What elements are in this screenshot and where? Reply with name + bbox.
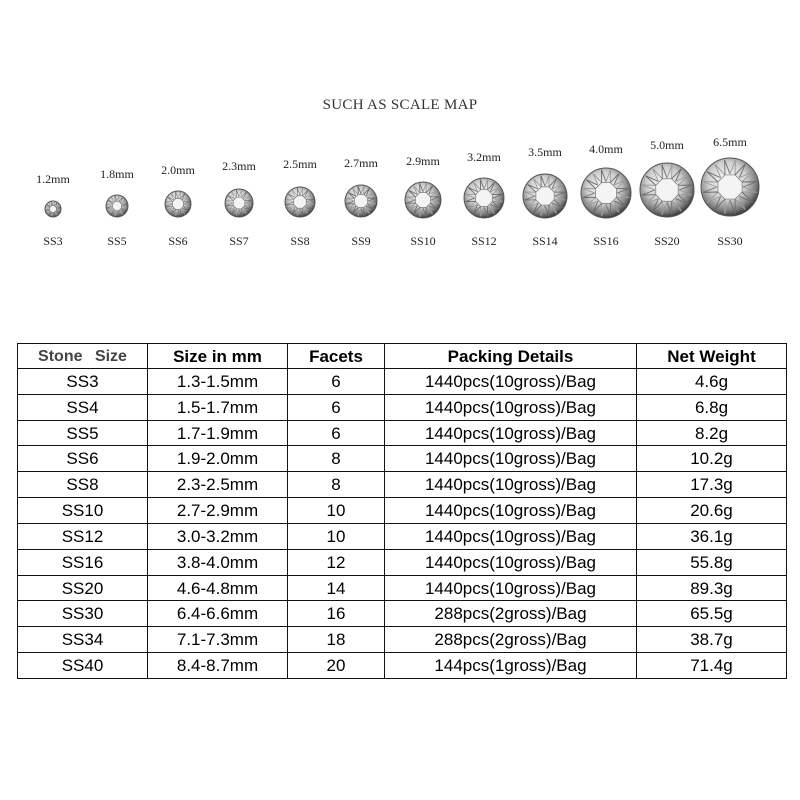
- rhinestone-icon: [224, 188, 254, 218]
- cell-net-weight: 17.3g: [637, 472, 787, 498]
- rhinestone-icon: [639, 162, 695, 218]
- stone-diameter-label: 3.5mm: [528, 145, 562, 159]
- header-stone-size: Stone Size: [18, 344, 148, 369]
- cell-net-weight: 6.8g: [637, 394, 787, 420]
- cell-net-weight: 55.8g: [637, 549, 787, 575]
- cell-packing-details: 288pcs(2gross)/Bag: [385, 627, 637, 653]
- cell-stone-size: SS8: [18, 472, 148, 498]
- cell-packing-details: 1440pcs(10gross)/Bag: [385, 498, 637, 524]
- cell-packing-details: 1440pcs(10gross)/Bag: [385, 472, 637, 498]
- cell-net-weight: 38.7g: [637, 627, 787, 653]
- table-header-row: [18, 344, 787, 369]
- cell-size-in-mm: 4.6-4.8mm: [148, 575, 288, 601]
- cell-packing-details: 1440pcs(10gross)/Bag: [385, 549, 637, 575]
- cell-packing-details: 288pcs(2gross)/Bag: [385, 601, 637, 627]
- cell-stone-size: SS40: [18, 653, 148, 679]
- table-row: [18, 369, 787, 395]
- stone-image: [284, 186, 316, 223]
- table-row: [18, 549, 787, 575]
- cell-facets: 18: [288, 627, 385, 653]
- cell-size-in-mm: 1.5-1.7mm: [148, 394, 288, 420]
- cell-size-in-mm: 2.3-2.5mm: [148, 472, 288, 498]
- cell-facets: 8: [288, 472, 385, 498]
- rhinestone-icon: [404, 181, 442, 219]
- table-row: [18, 523, 787, 549]
- stone-image: [105, 194, 129, 223]
- cell-size-in-mm: 7.1-7.3mm: [148, 627, 288, 653]
- stone-size-code: SS6: [168, 234, 188, 248]
- stone-size-code: SS3: [43, 234, 63, 248]
- cell-stone-size: SS16: [18, 549, 148, 575]
- table-row: [18, 394, 787, 420]
- rhinestone-icon: [344, 184, 378, 218]
- cell-size-in-mm: 3.8-4.0mm: [148, 549, 288, 575]
- cell-facets: 8: [288, 446, 385, 472]
- cell-size-in-mm: 3.0-3.2mm: [148, 523, 288, 549]
- stone-image: [700, 157, 760, 222]
- cell-stone-size: SS12: [18, 523, 148, 549]
- rhinestone-icon: [463, 177, 505, 219]
- table-row: [18, 498, 787, 524]
- header-net-weight: Net Weight: [637, 344, 787, 369]
- stone-size-code: SS9: [351, 234, 371, 248]
- cell-stone-size: SS6: [18, 446, 148, 472]
- cell-facets: 10: [288, 523, 385, 549]
- cell-stone-size: SS3: [18, 369, 148, 395]
- cell-stone-size: SS34: [18, 627, 148, 653]
- cell-facets: 16: [288, 601, 385, 627]
- stone-diameter-label: 2.3mm: [222, 159, 256, 173]
- stone-diameter-label: 1.2mm: [36, 172, 70, 186]
- cell-net-weight: 71.4g: [637, 653, 787, 679]
- rhinestone-icon: [164, 190, 192, 218]
- scale-map-title: SUCH AS SCALE MAP: [322, 97, 478, 113]
- rhinestone-icon: [44, 200, 62, 218]
- table-row: [18, 627, 787, 653]
- cell-packing-details: 1440pcs(10gross)/Bag: [385, 369, 637, 395]
- cell-facets: 6: [288, 394, 385, 420]
- stone-size-code: SS7: [229, 234, 249, 248]
- cell-facets: 12: [288, 549, 385, 575]
- cell-size-in-mm: 1.3-1.5mm: [148, 369, 288, 395]
- cell-facets: 10: [288, 498, 385, 524]
- cell-packing-details: 1440pcs(10gross)/Bag: [385, 446, 637, 472]
- cell-net-weight: 65.5g: [637, 601, 787, 627]
- cell-net-weight: 89.3g: [637, 575, 787, 601]
- stone-image: [224, 188, 254, 223]
- stone-image: [164, 190, 192, 223]
- rhinestone-icon: [580, 167, 632, 219]
- cell-stone-size: SS30: [18, 601, 148, 627]
- stone-size-code: SS12: [471, 234, 497, 248]
- cell-net-weight: 4.6g: [637, 369, 787, 395]
- cell-packing-details: 1440pcs(10gross)/Bag: [385, 523, 637, 549]
- header-facets: Facets: [288, 344, 385, 369]
- specs-table: [17, 343, 787, 679]
- stone-diameter-label: 6.5mm: [713, 135, 747, 149]
- cell-facets: 14: [288, 575, 385, 601]
- rhinestone-icon: [284, 186, 316, 218]
- cell-stone-size: SS10: [18, 498, 148, 524]
- rhinestone-icon: [522, 173, 568, 219]
- stone-image: [344, 184, 378, 223]
- cell-facets: 6: [288, 369, 385, 395]
- cell-size-in-mm: 6.4-6.6mm: [148, 601, 288, 627]
- header-size-in-mm: Size in mm: [148, 344, 288, 369]
- stone-diameter-label: 5.0mm: [650, 138, 684, 152]
- stone-image: [580, 167, 632, 224]
- stone-diameter-label: 3.2mm: [467, 150, 501, 164]
- cell-size-in-mm: 8.4-8.7mm: [148, 653, 288, 679]
- table-body: [18, 369, 787, 679]
- table-row: [18, 420, 787, 446]
- cell-net-weight: 10.2g: [637, 446, 787, 472]
- cell-packing-details: 1440pcs(10gross)/Bag: [385, 394, 637, 420]
- cell-stone-size: SS20: [18, 575, 148, 601]
- stone-diameter-label: 2.5mm: [283, 157, 317, 171]
- stone-image: [44, 200, 62, 223]
- cell-net-weight: 20.6g: [637, 498, 787, 524]
- table-row: [18, 472, 787, 498]
- cell-facets: 20: [288, 653, 385, 679]
- cell-size-in-mm: 2.7-2.9mm: [148, 498, 288, 524]
- stone-image: [522, 173, 568, 224]
- stone-size-code: SS20: [654, 234, 680, 248]
- stone-image: [463, 177, 505, 224]
- stone-diameter-label: 2.9mm: [406, 154, 440, 168]
- stone-size-code: SS10: [410, 234, 436, 248]
- stone-image: [404, 181, 442, 224]
- stone-size-code: SS30: [717, 234, 743, 248]
- cell-stone-size: SS4: [18, 394, 148, 420]
- stone-diameter-label: 1.8mm: [100, 167, 134, 181]
- cell-packing-details: 1440pcs(10gross)/Bag: [385, 420, 637, 446]
- table-row: [18, 653, 787, 679]
- table-row: [18, 601, 787, 627]
- table-row: [18, 575, 787, 601]
- cell-packing-details: 1440pcs(10gross)/Bag: [385, 575, 637, 601]
- stone-diameter-label: 2.0mm: [161, 163, 195, 177]
- stone-size-code: SS14: [532, 234, 558, 248]
- stone-diameter-label: 4.0mm: [589, 142, 623, 156]
- stone-size-code: SS16: [593, 234, 619, 248]
- cell-net-weight: 36.1g: [637, 523, 787, 549]
- cell-stone-size: SS5: [18, 420, 148, 446]
- stone-size-code: SS8: [290, 234, 310, 248]
- rhinestone-icon: [105, 194, 129, 218]
- rhinestone-icon: [700, 157, 760, 217]
- cell-size-in-mm: 1.7-1.9mm: [148, 420, 288, 446]
- cell-facets: 6: [288, 420, 385, 446]
- stone-image: [639, 162, 695, 223]
- cell-net-weight: 8.2g: [637, 420, 787, 446]
- cell-size-in-mm: 1.9-2.0mm: [148, 446, 288, 472]
- header-packing-details: Packing Details: [385, 344, 637, 369]
- cell-packing-details: 144pcs(1gross)/Bag: [385, 653, 637, 679]
- stone-size-code: SS5: [107, 234, 127, 248]
- table-row: [18, 446, 787, 472]
- stone-diameter-label: 2.7mm: [344, 156, 378, 170]
